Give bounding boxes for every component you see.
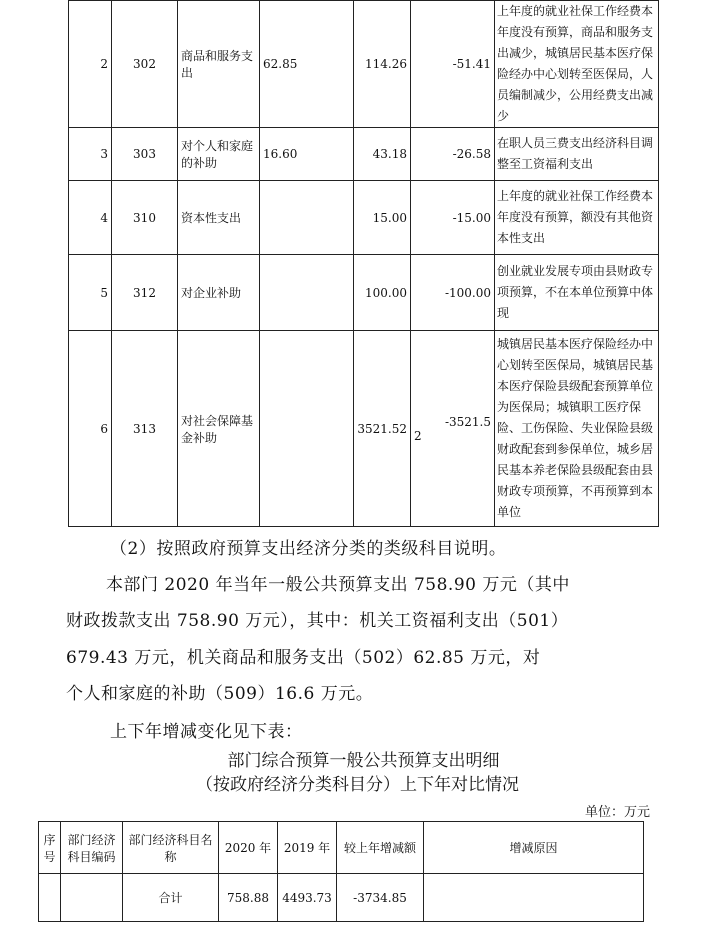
row-seq: 4 [69, 181, 112, 255]
header-diff: 较上年增减额 [337, 822, 424, 874]
header-code: 部门经济科目编码 [61, 822, 123, 874]
row-2019: 114.26 [354, 1, 411, 128]
row-name: 资本性支出 [178, 181, 260, 255]
row-diff: -26.58 [411, 128, 495, 181]
header-reason: 增减原因 [424, 822, 644, 874]
row-2019: 3521.52 [354, 331, 411, 527]
row-2020 [260, 181, 354, 255]
total-2019: 4493.73 [278, 874, 337, 922]
row-code: 310 [112, 181, 178, 255]
row-code: 302 [112, 1, 178, 128]
section-heading: （2）按照政府预算支出经济分类的类级科目说明。 [110, 539, 507, 559]
row-2020: 16.60 [260, 128, 354, 181]
table-row [69, 1, 659, 128]
row-2019: 43.18 [354, 128, 411, 181]
table-subtitle: （按政府经济分类科目分）上下年对比情况 [196, 775, 519, 795]
table-title: 部门综合预算一般公共预算支出明细 [227, 751, 500, 771]
row-reason: 上年度的就业社保工作经费本年度没有预算，商品和服务支出减少，城镇居民基本医疗保险经办中心划转至医保局，人员编制减少，公用经费支出减少 [495, 1, 659, 128]
table-header-row [39, 822, 644, 874]
paragraph-line: 财政拨款支出 758.90 万元），其中：机关工资福利支出（501） [66, 611, 569, 631]
table-row [39, 874, 644, 922]
table-row [69, 255, 659, 331]
row-name: 对个人和家庭的补助 [178, 128, 260, 181]
paragraph-line: 679.43 万元，机关商品和服务支出（502）62.85 万元，对 [66, 648, 541, 668]
header-name: 部门经济科目名称 [123, 822, 219, 874]
header-2020: 2020 年 [219, 822, 278, 874]
row-name: 对社会保障基金补助 [178, 331, 260, 527]
row-2020 [260, 255, 354, 331]
row-diff: -100.00 [411, 255, 495, 331]
row-reason: 城镇居民基本医疗保险经办中心划转至医保局，城镇居民基本医疗保险县级配套预算单位为医保局；城镇职工医疗保险、工伤保险、失业保险县级财政配套到参保单位，城乡居民基本养老保险县级配套由县财政专项预算，不再预算到本单位 [495, 331, 659, 527]
header-seq: 序号 [39, 822, 61, 874]
budget-comparison-table [38, 821, 644, 922]
row-code: 303 [112, 128, 178, 181]
total-label: 合计 [123, 874, 219, 922]
row-diff: -51.41 [411, 1, 495, 128]
table-row [69, 331, 659, 527]
row-reason: 在职人员三费支出经济科目调整至工资福利支出 [495, 128, 659, 181]
row-seq: 5 [69, 255, 112, 331]
row-2020: 62.85 [260, 1, 354, 128]
paragraph-line: 个人和家庭的补助（509）16.6 万元。 [66, 684, 374, 704]
row-2019: 100.00 [354, 255, 411, 331]
row-code: 313 [112, 331, 178, 527]
row-reason: 上年度的就业社保工作经费本年度没有预算，额没有其他资本性支出 [495, 181, 659, 255]
row-seq: 6 [69, 331, 112, 527]
row-diff: -15.00 [411, 181, 495, 255]
paragraph-line: 本部门 2020 年当年一般公共预算支出 758.90 万元（其中 [106, 575, 570, 595]
row-seq: 2 [69, 1, 112, 128]
header-2019: 2019 年 [278, 822, 337, 874]
row-diff: -3521.5 2 [411, 331, 495, 527]
row-2019: 15.00 [354, 181, 411, 255]
unit-label: 单位：万元 [585, 805, 651, 820]
table-row [69, 128, 659, 181]
row-code: 312 [112, 255, 178, 331]
paragraph-line: 上下年增减变化见下表： [110, 722, 303, 742]
row-seq: 3 [69, 128, 112, 181]
row-name: 对企业补助 [178, 255, 260, 331]
expense-change-table [68, 0, 659, 527]
row-reason: 创业就业发展专项由县财政专项预算，不在本单位预算中体现 [495, 255, 659, 331]
row-name: 商品和服务支出 [178, 1, 260, 128]
table-row [69, 181, 659, 255]
total-diff: -3734.85 [337, 874, 424, 922]
row-2020 [260, 331, 354, 527]
total-2020: 758.88 [219, 874, 278, 922]
